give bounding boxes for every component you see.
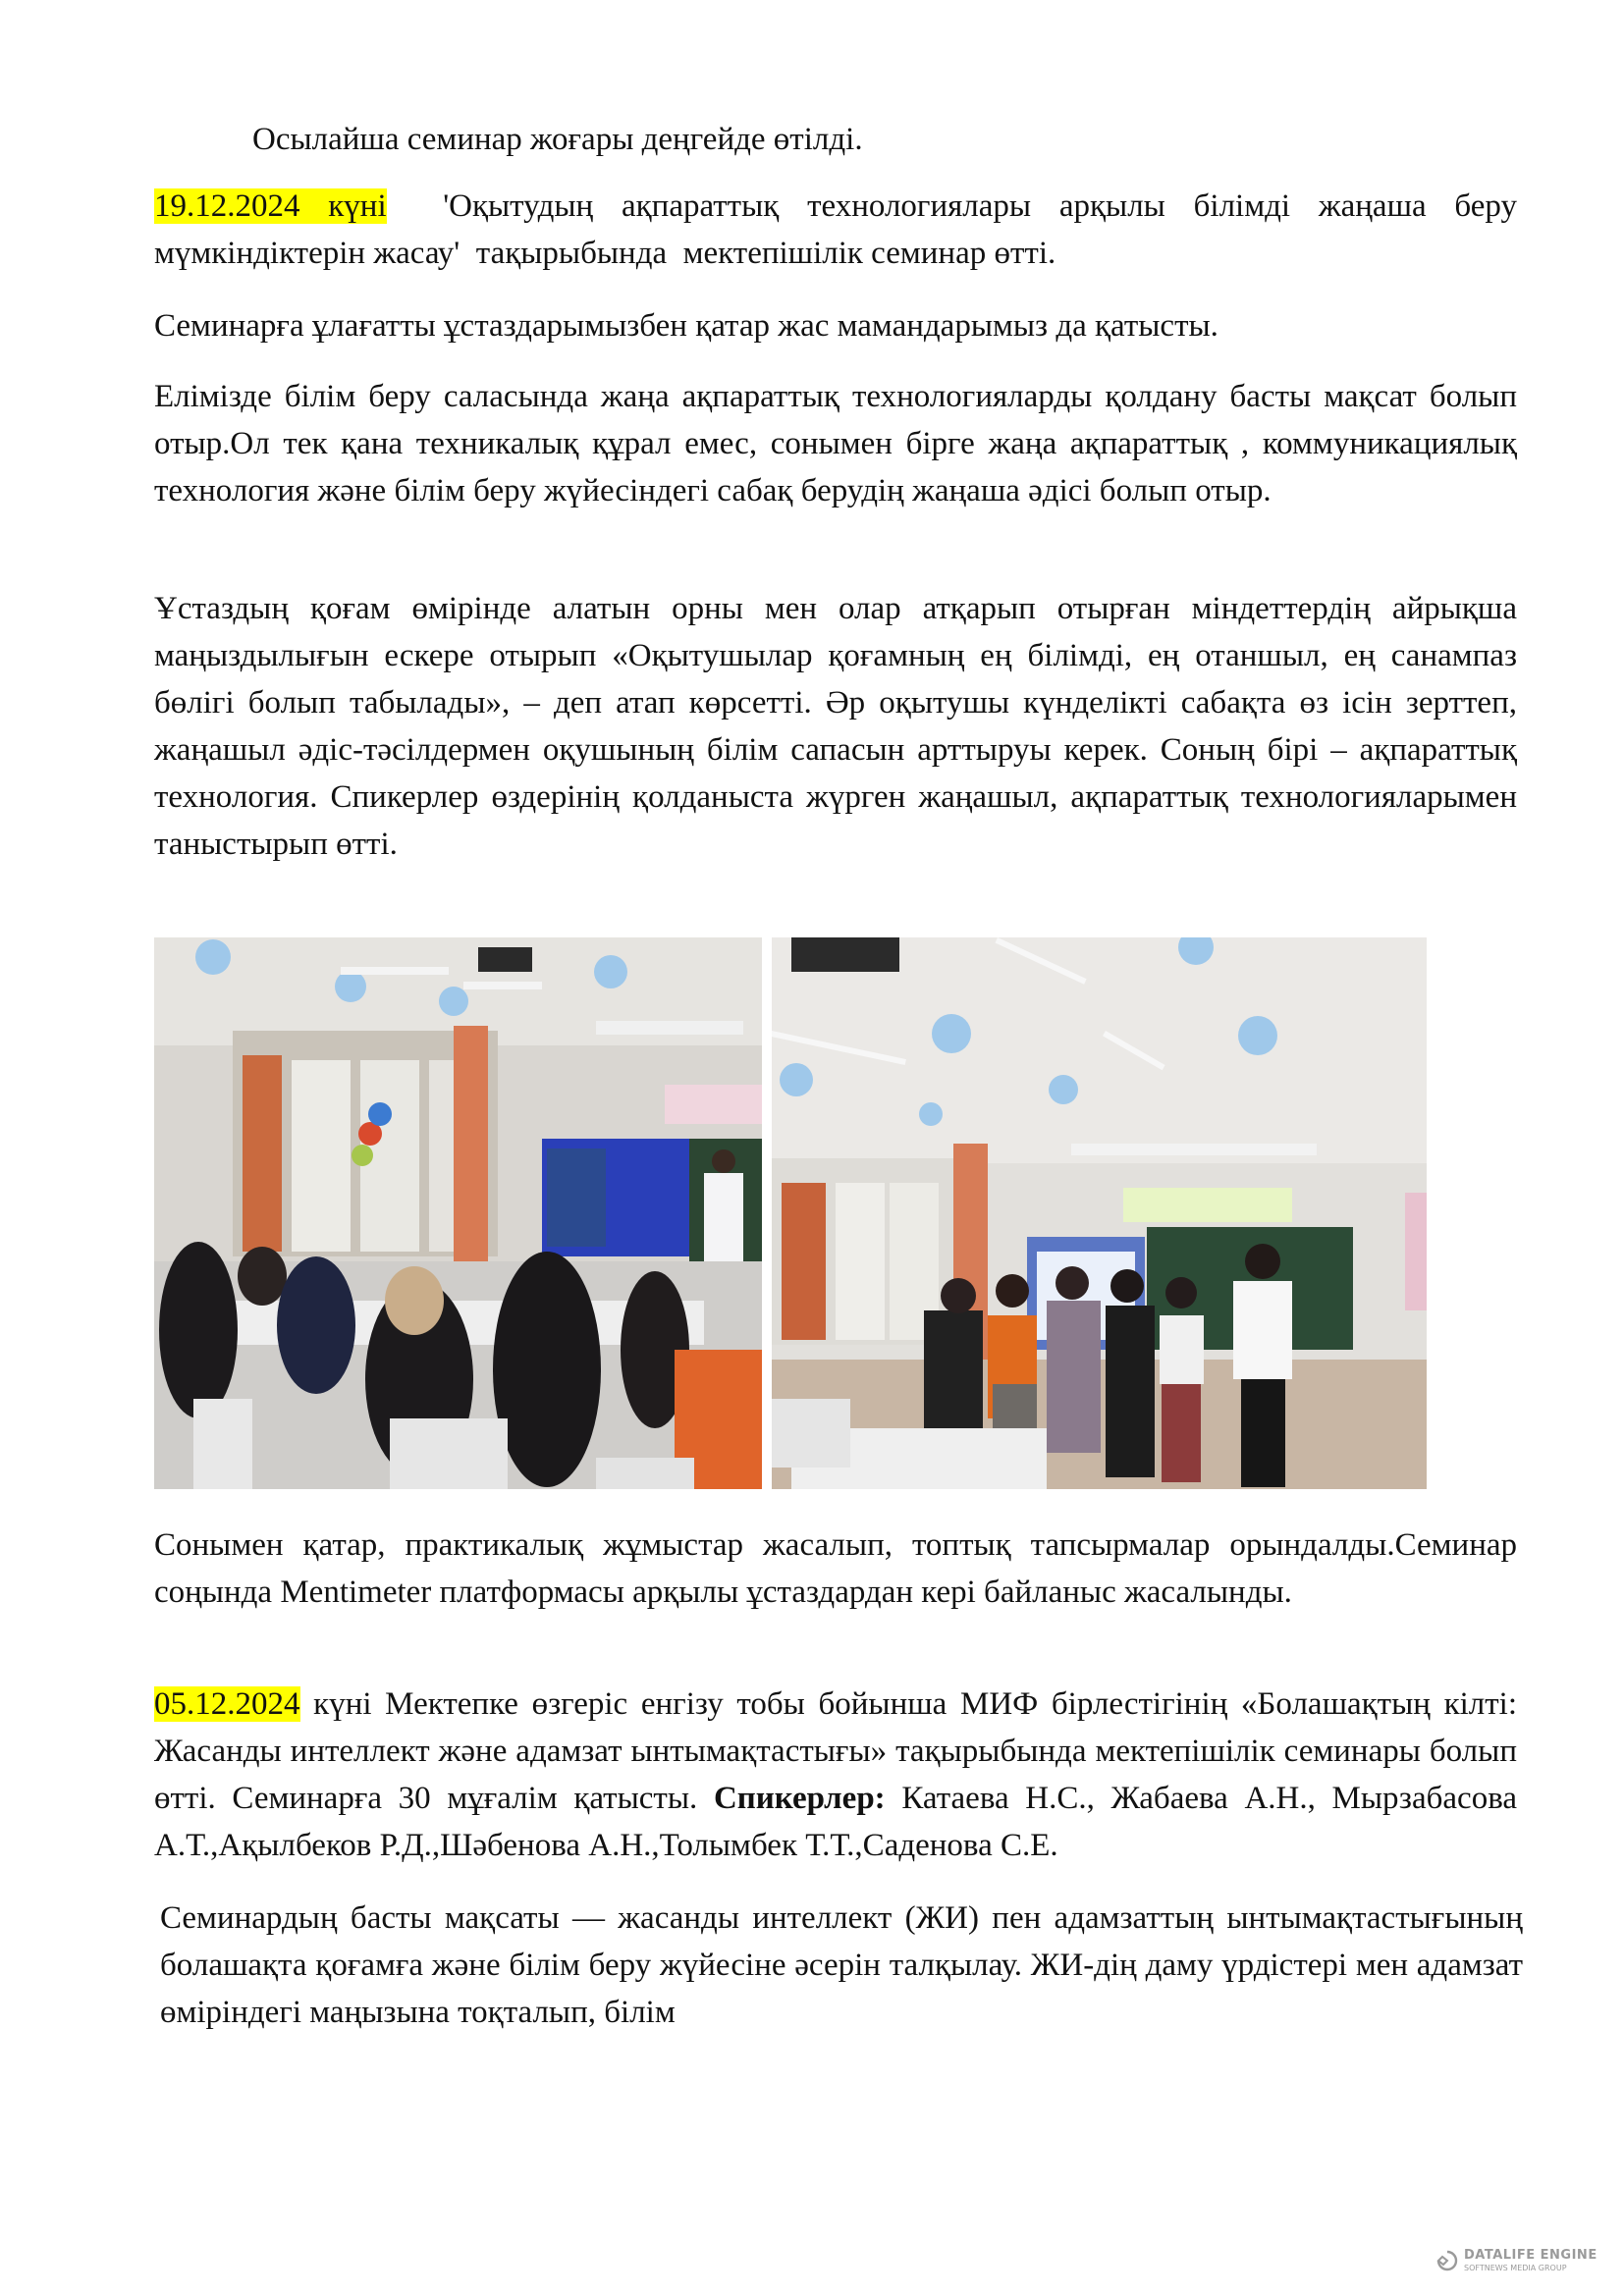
date-highlight: 05.12.2024 — [154, 1686, 300, 1722]
photo-row — [154, 937, 1431, 1489]
paragraph-conclusion: Осылайша семинар жоғары деңгейде өтілді. — [252, 122, 863, 157]
paragraph-seminar-05-12 — [154, 1681, 1517, 1869]
photo-illustration — [154, 937, 762, 1489]
speakers-list: Катаева Н.С., Жабаева А.Н., Мырзабасова А.Т.,Ақылбеков Р.Д.,Шәбенова А.Н.,Толымбек Т.Т.,Саденова С.Е. — [154, 1781, 1517, 1863]
paragraph-text: күні Мектепке өзгеріс енгізу тобы бойынша МИФ бірлестігінің «Болашақтың кілті: Жасанды интеллект және адамзат ынтымақтастығы» тақырыбында мектепішілік семинары болып өтті. Семинарға 30 мұғалім қатысты. — [154, 1686, 1517, 1816]
watermark-title: DATALIFE ENGINE — [1464, 2248, 1597, 2263]
speakers-label: Спикерлер: — [713, 1781, 886, 1816]
datalife-engine-watermark — [1436, 2248, 1613, 2279]
teachers-group-activity-photo — [772, 937, 1427, 1489]
paragraph-practical-work: Сонымен қатар, практикалық жұмыстар жасалып, топтық тапсырмалар орындалды.Семинар соңында Mentimeter платформасы арқылы ұстаздардан кері байланыс жасалынды. — [154, 1527, 1517, 1610]
paragraph-technology-goal: Елімізде білім беру саласында жаңа ақпараттық технологияларды қолдану басты мақсат болып отыр.Ол тек қана техникалық құрал емес, сонымен бірге жаңа ақпараттық , коммуникациялық технология және білім беру жүйесіндегі сабақ берудің жаңаша әдісі болып отыр. — [154, 379, 1517, 508]
watermark-subtitle: SOFTNEWS MEDIA GROUP — [1464, 2264, 1567, 2272]
paragraph-text: 'Оқытудың ақпараттық технологиялары арқылы білімді жаңаша беру мүмкіндіктерін жасау' тақырыбында мектепішілік семинар өтті. — [154, 188, 1526, 271]
photo-illustration — [772, 937, 1427, 1489]
paragraph-seminar-goal: Семинардың басты мақсаты — жасанды интеллект (ЖИ) пен адамзаттың ынтымақтастығының болашақта қоғамға және білім беру жүйесіне әсерін талқылау. ЖИ-дің даму үрдістері мен адамзат өміріндегі маңызына тоқталып, білім — [160, 1900, 1523, 2030]
classroom-presentation-photo — [154, 937, 762, 1489]
date-highlight: 19.12.2024 күні — [154, 188, 387, 224]
datalife-logo-icon — [1436, 2250, 1458, 2271]
paragraph-seminar-19-12 — [154, 183, 1526, 277]
paragraph-participants: Семинарға ұлағатты ұстаздарымызбен қатар жас мамандарымыз да қатысты. — [154, 308, 1218, 344]
paragraph-teacher-role: Ұстаздың қоғам өмірінде алатын орны мен олар атқарып отырған міндеттердің айрықша маңыздылығын ескере отырып «Оқытушылар қоғамның ең білімді, ең отаншыл, ең санампаз бөлігі болып табылады», – деп атап көрсетті. Әр оқытушы күнделікті сабақта өз ісін зерттеп, жаңашыл әдіс-тәсілдермен оқушының білім сапасын арттыруы керек. Соның бірі – ақпараттық технология. Спикерлер өздерінің қолданыста жүрген жаңашыл, ақпараттық технологияларымен таныстырып өтті. — [154, 591, 1517, 862]
